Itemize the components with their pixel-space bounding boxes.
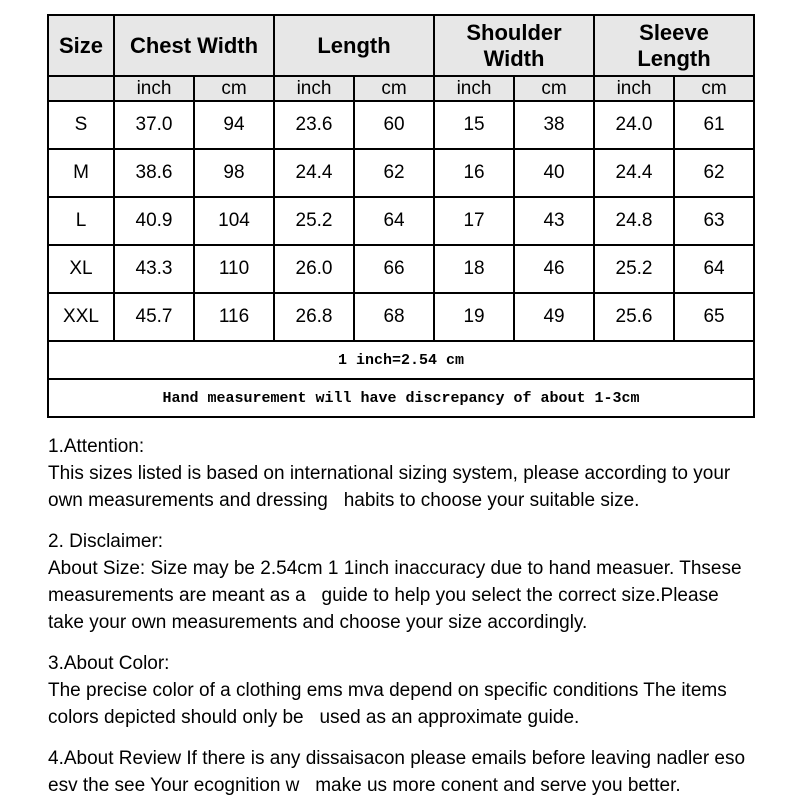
table-units-header-row <box>48 76 754 101</box>
unit-header-sleeve-cm: cm <box>674 76 754 101</box>
note-line: measurements are meant as a guide to help you select the correct size.Please <box>48 585 719 606</box>
note-line: This sizes listed is based on international sizing system, please according to your <box>48 463 731 484</box>
measurement-cell: 66 <box>354 245 434 293</box>
note-line: colors depicted should only be used as an approximate guide. <box>48 707 580 728</box>
measurement-cell: 60 <box>354 101 434 149</box>
footnote-row-inch-conversion <box>48 341 754 379</box>
measurement-cell: 24.4 <box>274 149 354 197</box>
measurement-cell: 49 <box>514 293 594 341</box>
note-line: 1.Attention: <box>48 436 145 457</box>
measurement-cell: 24.0 <box>594 101 674 149</box>
measurement-cell: 65 <box>674 293 754 341</box>
unit-header-empty <box>48 76 114 101</box>
size-label: L <box>48 197 114 245</box>
unit-header-chest-inch: inch <box>114 76 194 101</box>
measurement-cell: 25.2 <box>594 245 674 293</box>
measurement-cell: 18 <box>434 245 514 293</box>
measurement-cell: 26.0 <box>274 245 354 293</box>
size-label: XXL <box>48 293 114 341</box>
measurement-cell: 16 <box>434 149 514 197</box>
measurement-cell: 43 <box>514 197 594 245</box>
note-line: 4.About Review If there is any dissaisacon please emails before leaving nadler eso <box>48 748 746 769</box>
note-line: own measurements and dressing habits to choose your suitable size. <box>48 490 640 511</box>
size-row-xxl <box>48 293 754 341</box>
measurement-cell: 43.3 <box>114 245 194 293</box>
measurement-cell: 25.2 <box>274 197 354 245</box>
measurement-cell: 62 <box>354 149 434 197</box>
size-chart-table <box>47 14 755 418</box>
measurement-cell: 64 <box>354 197 434 245</box>
measurement-cell: 46 <box>514 245 594 293</box>
size-row-m <box>48 149 754 197</box>
note-paragraph-3 <box>48 650 793 731</box>
measurement-cell: 40 <box>514 149 594 197</box>
note-paragraph-1 <box>48 433 793 514</box>
size-label: XL <box>48 245 114 293</box>
unit-header-shoulder-inch: inch <box>434 76 514 101</box>
measurement-cell: 63 <box>674 197 754 245</box>
notes-section <box>48 433 793 800</box>
unit-header-length-cm: cm <box>354 76 434 101</box>
note-line: 3.About Color: <box>48 653 170 674</box>
measurement-cell: 38.6 <box>114 149 194 197</box>
measurement-cell: 64 <box>674 245 754 293</box>
note-line: take your own measurements and choose your size accordingly. <box>48 612 588 633</box>
unit-header-length-inch: inch <box>274 76 354 101</box>
measurement-cell: 23.6 <box>274 101 354 149</box>
measurement-cell: 19 <box>434 293 514 341</box>
column-header-size: Size <box>48 15 114 76</box>
measurement-cell: 25.6 <box>594 293 674 341</box>
measurement-cell: 68 <box>354 293 434 341</box>
column-header-chest-width: Chest Width <box>114 15 274 76</box>
measurement-cell: 104 <box>194 197 274 245</box>
footnote-row-hand-measurement <box>48 379 754 417</box>
measurement-cell: 24.4 <box>594 149 674 197</box>
size-table-body <box>48 101 754 341</box>
unit-header-shoulder-cm: cm <box>514 76 594 101</box>
measurement-cell: 38 <box>514 101 594 149</box>
measurement-cell: 37.0 <box>114 101 194 149</box>
size-row-s <box>48 101 754 149</box>
measurement-cell: 24.8 <box>594 197 674 245</box>
note-paragraph-2 <box>48 528 793 636</box>
measurement-cell: 94 <box>194 101 274 149</box>
size-label: M <box>48 149 114 197</box>
footnote-hand-measurement: Hand measurement will have discrepancy of about 1-3cm <box>48 379 754 417</box>
note-line: The precise color of a clothing ems mva depend on specific conditions The items <box>48 680 727 701</box>
measurement-cell: 62 <box>674 149 754 197</box>
measurement-cell: 98 <box>194 149 274 197</box>
measurement-cell: 110 <box>194 245 274 293</box>
measurement-cell: 15 <box>434 101 514 149</box>
note-line: esv the see Your ecognition w make us more conent and serve you better. <box>48 775 681 796</box>
measurement-cell: 17 <box>434 197 514 245</box>
note-paragraph-4 <box>48 745 793 799</box>
note-line: About Size: Size may be 2.54cm 1 1inch inaccuracy due to hand measuer. Thsese <box>48 558 742 579</box>
measurement-cell: 26.8 <box>274 293 354 341</box>
measurement-cell: 116 <box>194 293 274 341</box>
column-header-sleeve-length: Sleeve Length <box>594 15 754 76</box>
unit-header-sleeve-inch: inch <box>594 76 674 101</box>
measurement-cell: 40.9 <box>114 197 194 245</box>
measurement-cell: 45.7 <box>114 293 194 341</box>
unit-header-chest-cm: cm <box>194 76 274 101</box>
size-row-xl <box>48 245 754 293</box>
note-line: 2. Disclaimer: <box>48 531 164 552</box>
table-group-header-row <box>48 15 754 76</box>
footnote-inch-conversion: 1 inch=2.54 cm <box>48 341 754 379</box>
size-label: S <box>48 101 114 149</box>
column-header-length: Length <box>274 15 434 76</box>
measurement-cell: 61 <box>674 101 754 149</box>
column-header-shoulder-width: Shoulder Width <box>434 15 594 76</box>
size-row-l <box>48 197 754 245</box>
